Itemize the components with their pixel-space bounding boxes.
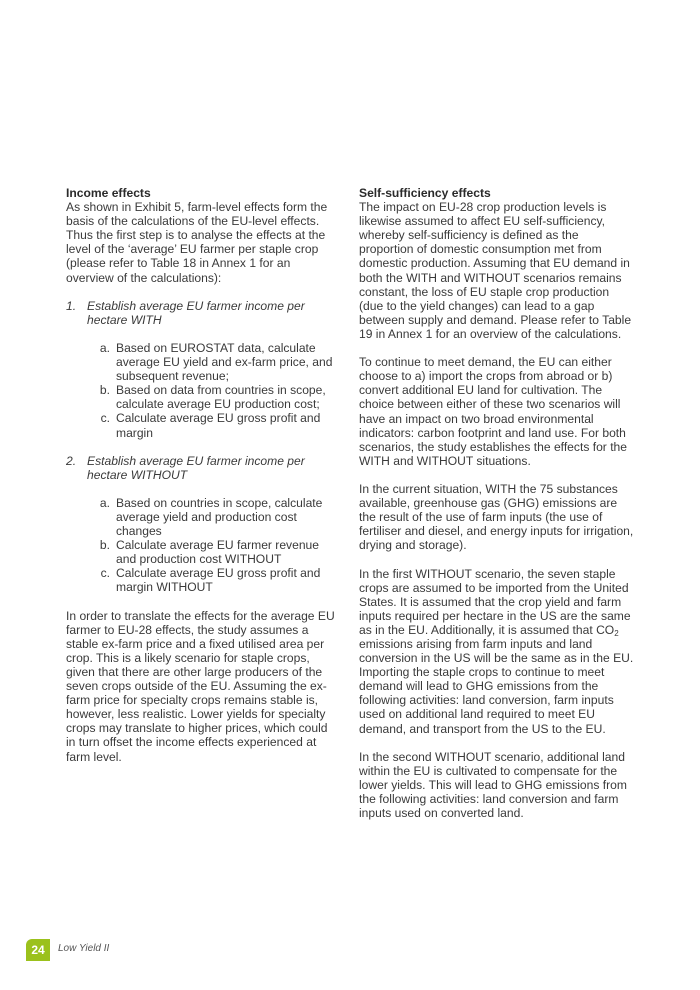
self-sufficiency-heading: Self-sufficiency effects — [359, 186, 491, 200]
step-number: 2. — [66, 453, 77, 468]
substep-letter: a. — [99, 495, 110, 510]
substep — [99, 538, 338, 567]
step-2 — [66, 454, 338, 482]
substep — [99, 340, 338, 384]
paragraph-4-part-a: In the first WITHOUT scenario, the seven staple crops are assumed to be imported from the United States. It is assumed that the crop yield and farm inputs required per hectare in the US are the same as in the EU. Additionally, it is assumed that CO — [359, 566, 631, 637]
income-effects-intro: As shown in Exhibit 5, farm-level effects form the basis of the calculations of the EU-level effects. Thus the first step is to analyse the effects at the level of the ‘average’ EU farmer per staple crop (please refer to Table 18 in Annex 1 for an overview of the calculations): — [66, 200, 328, 285]
self-sufficiency-paragraph-5: In the second WITHOUT scenario, additional land within the EU is cultivated to compensate for the lower yields. This will lead to GHG emissions from the following activities: land conversion and farm inputs used on converted land. — [359, 749, 627, 821]
step-title: Establish average EU farmer income per hectare WITHOUT — [87, 453, 305, 482]
substep-text: Based on data from countries in scope, calculate average EU production cost; — [116, 383, 326, 412]
substep — [100, 566, 338, 595]
paragraph-4-part-b: emissions arising from farm inputs and land conversion in the US will be the same as in the EU. Importing the staple crops to continue to meet demand will lead to GHG emissions from the following activities: land conversion, farm inputs used on additional land required to meet EU demand, and transport from the US to the EU. — [359, 637, 634, 736]
step-1-substeps — [66, 341, 338, 440]
step-number: 1. — [66, 298, 77, 313]
substep-text: Calculate average EU gross profit and margin — [116, 411, 321, 440]
substep-letter: c. — [100, 411, 110, 426]
self-sufficiency-paragraph-3: In the current situation, WITH the 75 substances available, greenhouse gas (GHG) emissions are the result of the use of farm inputs (the use of fertiliser and diesel, and energy inputs for irrigation, drying and storage). — [359, 481, 634, 553]
substep-text: Based on EUROSTAT data, calculate average EU yield and ex-farm price, and subsequent revenue; — [116, 340, 333, 384]
substep-text: Calculate average EU farmer revenue and production cost WITHOUT — [116, 538, 320, 567]
substep-text: Based on countries in scope, calculate average yield and production cost changes — [116, 495, 323, 539]
substep — [99, 495, 338, 539]
substep-letter: b. — [99, 538, 110, 553]
step-2-substeps — [66, 496, 338, 595]
income-effects-heading: Income effects — [66, 186, 151, 200]
co2-subscript: 2 — [614, 628, 619, 638]
page-number-badge: 24 — [26, 939, 50, 961]
publication-title: Low Yield II — [58, 943, 110, 954]
substep — [99, 383, 338, 412]
step-1 — [66, 299, 338, 327]
income-effects-closing: In order to translate the effects for the average EU farmer to EU-28 effects, the study assumes a stable ex-farm price and a fixed utilised area per crop. This is a likely scenario for staple crops, given that there are other large producers of the seven crops outside of the EU. Assuming the ex-farm price for specialty crops remains stable is, however, less realistic. Lower yields for specialty crops may translate to higher prices, which could in turn offset the income effects experienced at farm level. — [66, 608, 335, 764]
steps-list — [66, 299, 338, 595]
right-column — [359, 186, 635, 820]
self-sufficiency-paragraph-1: The impact on EU-28 crop production levels is likewise assumed to affect EU self-sufficiency, whereby self-sufficiency is defined as the proportion of domestic consumption met from domestic production. Assuming that EU demand in both the WITH and WITHOUT scenarios remains constant, the loss of EU staple crop production (due to the yield changes) can lead to a gap between supply and demand. Please refer to Table 19 in Annex 1 for an overview of the calculations. — [359, 200, 632, 341]
substep-text: Calculate average EU gross profit and margin WITHOUT — [116, 566, 321, 595]
substep-letter: b. — [99, 383, 110, 398]
step-title: Establish average EU farmer income per hectare WITH — [87, 298, 305, 327]
left-column — [66, 186, 338, 764]
self-sufficiency-paragraph-2: To continue to meet demand, the EU can either choose to a) import the crops from abroad or b) convert additional EU land for cultivation. The choice between either of these two scenarios will have an impact on two broad environmental indicators: carbon footprint and land use. For both scenarios, the study establishes the effects for the WITH and WITHOUT situations. — [359, 355, 628, 468]
substep-letter: c. — [100, 566, 110, 581]
substep — [100, 411, 338, 440]
self-sufficiency-paragraph-4 — [359, 567, 635, 736]
substep-letter: a. — [99, 340, 110, 355]
